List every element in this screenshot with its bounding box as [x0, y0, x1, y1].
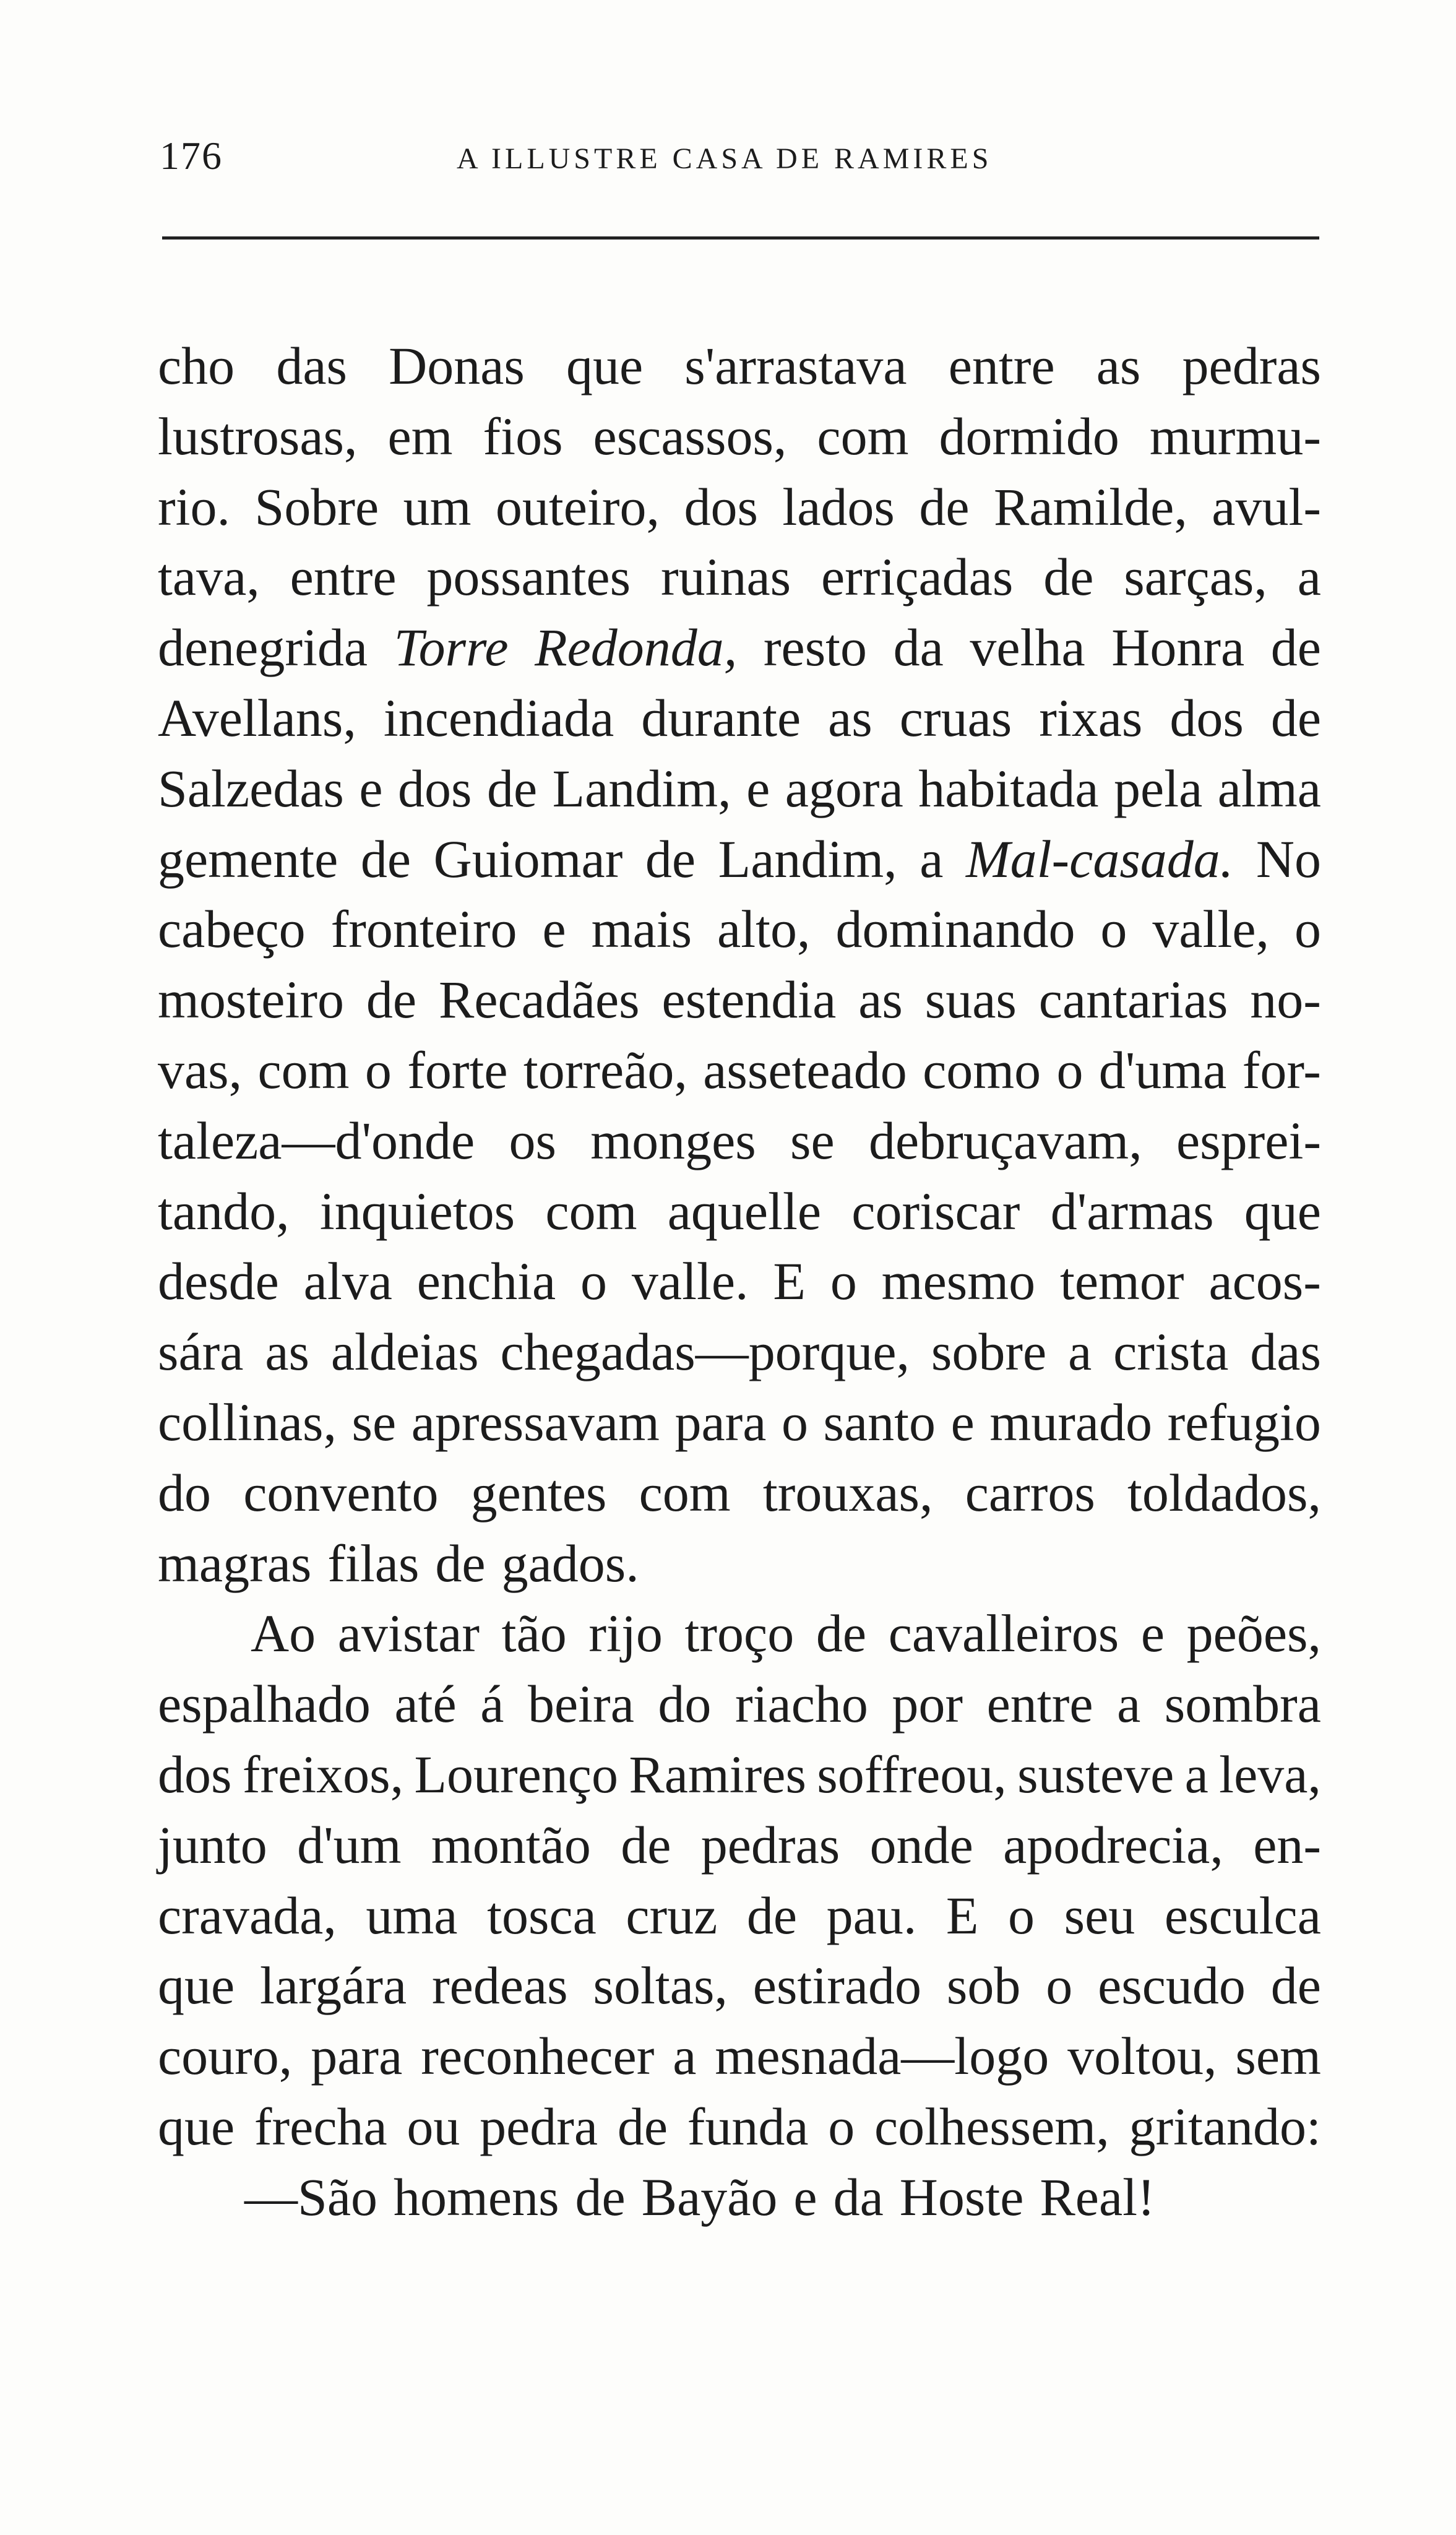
word: e: [950, 1392, 975, 1452]
word: o: [364, 1040, 392, 1100]
word: Real!: [1040, 2167, 1155, 2227]
word: lados: [782, 477, 895, 537]
text-line: [158, 2092, 1321, 2162]
running-head: [160, 133, 1320, 189]
word: de: [486, 758, 538, 818]
word: d'um: [297, 1815, 402, 1875]
text-line: [158, 754, 1321, 824]
word: apressavam: [411, 1392, 660, 1452]
word: do: [658, 1674, 712, 1734]
word: entre: [290, 547, 397, 607]
word: fios: [483, 406, 563, 466]
text-line: [158, 613, 1321, 683]
word: entre: [948, 336, 1055, 395]
word: dos: [1170, 688, 1244, 748]
word: a: [673, 2026, 697, 2086]
word: avistar: [337, 1604, 480, 1664]
word: Landim,: [552, 758, 731, 818]
word: valle.: [631, 1251, 749, 1311]
text-line: [158, 1317, 1321, 1388]
word: denegrida: [158, 618, 368, 678]
word: monges: [590, 1110, 756, 1170]
word: suas: [924, 970, 1017, 1030]
word: largára: [260, 1956, 407, 2016]
word: Ao: [251, 1604, 316, 1664]
word: Donas: [389, 336, 525, 395]
word: Mal-casada.: [966, 829, 1234, 889]
word: o: [828, 2096, 855, 2156]
word: incendiada: [383, 688, 614, 748]
word: estendia: [661, 970, 837, 1030]
word: o: [1100, 899, 1127, 959]
word: Recadães: [438, 970, 640, 1030]
word: resto: [763, 618, 868, 678]
word: fronteiro: [330, 899, 517, 959]
word: cho: [158, 336, 235, 395]
word: tão: [501, 1604, 567, 1664]
word: ruinas: [660, 547, 791, 607]
word: tosca: [487, 1885, 597, 1945]
word: torreão,: [523, 1040, 687, 1100]
word: Landim,: [718, 829, 897, 889]
word: dos: [398, 758, 472, 818]
page-number: 176: [160, 134, 223, 178]
word: montão: [431, 1815, 591, 1875]
word: reconhecer: [421, 2026, 655, 2086]
word: enchia: [416, 1251, 556, 1311]
word: temor: [1059, 1251, 1184, 1311]
word: sob: [946, 1956, 1021, 2016]
word: sobre: [931, 1322, 1047, 1382]
word: o: [1294, 899, 1321, 959]
word: coriscar: [851, 1181, 1020, 1241]
word: escudo: [1098, 1956, 1246, 2016]
word: o: [1046, 1956, 1073, 2016]
word: as: [828, 688, 872, 748]
word: de: [746, 1885, 798, 1945]
word: cruz: [626, 1885, 718, 1945]
word: de: [1270, 688, 1321, 748]
word: aldeias: [330, 1322, 479, 1382]
word: escassos,: [593, 406, 787, 466]
word: para: [311, 2026, 403, 2086]
word: inquietos: [319, 1181, 515, 1241]
word: Sobre: [254, 477, 379, 537]
word: dos: [684, 477, 758, 537]
word: vas,: [158, 1040, 243, 1100]
word: velha: [970, 618, 1085, 678]
word: dormido: [939, 406, 1119, 466]
word: de: [919, 477, 970, 537]
text-line: [158, 1810, 1321, 1881]
word: tava,: [158, 547, 260, 607]
word: estirado: [752, 1956, 922, 2016]
text-line: [158, 1881, 1321, 1951]
word: até: [394, 1674, 457, 1734]
word: e: [793, 2167, 817, 2227]
word: murado: [989, 1392, 1153, 1452]
word: cravada,: [158, 1885, 337, 1945]
word: Bayão: [641, 2167, 778, 2227]
word: santo: [823, 1392, 936, 1452]
word: alma: [1217, 758, 1321, 818]
word: esculca: [1164, 1885, 1321, 1945]
word: cavalleiros: [888, 1604, 1119, 1664]
word: se: [790, 1110, 835, 1170]
text-line: [158, 2021, 1321, 2092]
word: o: [830, 1251, 857, 1311]
word: soltas,: [593, 1956, 728, 2016]
word: couro,: [158, 2026, 293, 2086]
word: d'uma: [1098, 1040, 1227, 1100]
word: toldados,: [1127, 1462, 1321, 1522]
word: collinas,: [158, 1392, 337, 1452]
text-line: [158, 1599, 1321, 1669]
word: o: [580, 1251, 608, 1311]
word: gemente: [158, 829, 338, 889]
word: voltou,: [1067, 2026, 1217, 2086]
word: troço: [684, 1604, 795, 1664]
word: filas: [327, 1533, 420, 1593]
word: erriçadas: [821, 547, 1014, 607]
word: com: [257, 1040, 350, 1100]
word: taleza—d'onde: [158, 1110, 475, 1170]
word: debruçavam,: [868, 1110, 1142, 1170]
word: convento: [243, 1462, 439, 1522]
word: espalhado: [158, 1674, 371, 1734]
text-line: [158, 402, 1321, 472]
word: habitada: [918, 758, 1099, 818]
text-line: [158, 1177, 1321, 1247]
word: com: [639, 1462, 731, 1522]
word: leva,: [1219, 1744, 1321, 1804]
text-line: [158, 1529, 1321, 1599]
text-line: [158, 1035, 1321, 1106]
word: lustrosas,: [158, 406, 358, 466]
word: Honra: [1111, 618, 1245, 678]
word: um: [403, 477, 472, 537]
word: magras: [158, 1533, 312, 1593]
word: soffreou,: [817, 1744, 1007, 1804]
word: esprei-: [1176, 1110, 1321, 1170]
word: sarças,: [1124, 547, 1267, 607]
word: á: [480, 1674, 504, 1734]
word: Ramilde,: [993, 477, 1187, 537]
word: peões,: [1186, 1604, 1321, 1664]
word: e: [542, 899, 566, 959]
word: mesnada—logo: [715, 2026, 1049, 2086]
word: de: [1270, 1956, 1321, 2016]
text-line: [158, 331, 1321, 402]
word: refugio: [1167, 1392, 1321, 1452]
word: agora: [785, 758, 903, 818]
word: pedras: [700, 1815, 840, 1875]
word: que: [566, 336, 644, 395]
word: a: [1184, 1744, 1208, 1804]
word: pau.: [826, 1885, 917, 1945]
word: o: [1008, 1885, 1035, 1945]
word: mais: [591, 899, 692, 959]
text-line: [158, 683, 1321, 754]
word: o: [781, 1392, 808, 1452]
word: beira: [527, 1674, 634, 1734]
word: —São: [244, 2167, 377, 2227]
word: de: [621, 1815, 671, 1875]
word: de: [816, 1604, 867, 1664]
text-line: [158, 1951, 1321, 2021]
word: de: [1270, 618, 1321, 678]
text-line: [158, 542, 1321, 613]
word: as: [265, 1322, 309, 1382]
header-rule: [162, 236, 1319, 240]
word: avul-: [1212, 477, 1321, 537]
word: de: [617, 2096, 668, 2156]
word: junto: [158, 1815, 267, 1875]
word: para: [674, 1392, 767, 1452]
word: de: [645, 829, 696, 889]
word: gritando:: [1129, 2096, 1321, 2156]
word: forte: [407, 1040, 508, 1100]
word: gados.: [501, 1533, 639, 1593]
word: mesmo: [881, 1251, 1036, 1311]
word: rio.: [158, 477, 231, 537]
word: dos: [158, 1744, 232, 1804]
word: apodrecia,: [1003, 1815, 1223, 1875]
word: colhessem,: [874, 2096, 1109, 2156]
word: E: [773, 1251, 806, 1311]
running-title: A ILLUSTRE CASA DE RAMIRES: [457, 142, 993, 175]
word: Hoste: [899, 2167, 1024, 2227]
word: e: [746, 758, 770, 818]
word: alto,: [717, 899, 811, 959]
word: a: [1297, 547, 1321, 607]
word: por: [892, 1674, 963, 1734]
word: as: [1096, 336, 1141, 395]
word: os: [509, 1110, 556, 1170]
text-line: [158, 965, 1321, 1035]
word: tando,: [158, 1181, 290, 1241]
word: gentes: [470, 1462, 607, 1522]
word: de: [1043, 547, 1094, 607]
word: sára: [158, 1322, 244, 1382]
word: com: [545, 1181, 637, 1241]
word: Ramires: [629, 1744, 806, 1804]
word: as: [858, 970, 903, 1030]
word: cruas: [899, 688, 1012, 748]
word: o: [1056, 1040, 1083, 1100]
word: alva: [303, 1251, 392, 1311]
word: desde: [158, 1251, 279, 1311]
word: E: [946, 1885, 979, 1945]
word: entre: [986, 1674, 1093, 1734]
text-line: [158, 824, 1321, 895]
word: No: [1256, 829, 1321, 889]
word: chegadas—porque,: [500, 1322, 910, 1382]
word: pedra: [480, 2096, 598, 2156]
word: e: [359, 758, 383, 818]
word: crista: [1113, 1322, 1229, 1382]
word: que: [158, 1956, 235, 2016]
word: a: [1117, 1674, 1141, 1734]
word: sombra: [1164, 1674, 1321, 1734]
word: durante: [641, 688, 801, 748]
word: rixas: [1039, 688, 1143, 748]
word: funda: [687, 2096, 809, 2156]
word: acos-: [1208, 1251, 1321, 1311]
word: de: [366, 970, 417, 1030]
word: pela: [1114, 758, 1203, 818]
text-line: [158, 894, 1321, 965]
word: aquelle: [667, 1181, 822, 1241]
word: a: [1068, 1322, 1092, 1382]
text-line: [158, 2162, 1321, 2233]
word: seu: [1064, 1885, 1135, 1945]
word: dominando: [835, 899, 1075, 959]
word: en-: [1253, 1815, 1321, 1875]
word: de: [575, 2167, 626, 2227]
text-line: [158, 1388, 1321, 1458]
word: riacho: [734, 1674, 868, 1734]
word: susteve: [1017, 1744, 1174, 1804]
word: das: [276, 336, 347, 395]
word: de: [360, 829, 411, 889]
word: da: [893, 618, 944, 678]
word: a: [920, 829, 944, 889]
word: que: [158, 2096, 235, 2156]
text-line: [158, 1458, 1321, 1529]
word: redeas: [432, 1956, 568, 2016]
word: mosteiro: [158, 970, 344, 1030]
body-text: [158, 331, 1321, 2233]
word: s'arrastava: [684, 336, 907, 395]
word: trouxas,: [762, 1462, 933, 1522]
word: Salzedas: [158, 758, 344, 818]
word: da: [833, 2167, 884, 2227]
word: ou: [407, 2096, 460, 2156]
text-line: [158, 1740, 1321, 1810]
word: Guiomar: [433, 829, 623, 889]
word: que: [1244, 1181, 1321, 1241]
word: freixos,: [242, 1744, 404, 1804]
word: se: [351, 1392, 397, 1452]
text-line: [158, 1106, 1321, 1177]
word: for-: [1242, 1040, 1321, 1100]
word: Lourenço: [414, 1744, 618, 1804]
word: das: [1250, 1322, 1321, 1382]
word: sem: [1235, 2026, 1321, 2086]
word: onde: [869, 1815, 973, 1875]
word: cantarias: [1038, 970, 1228, 1030]
text-line: [158, 1669, 1321, 1740]
text-line: [158, 1246, 1321, 1317]
word: Redonda,: [535, 618, 738, 678]
word: possantes: [426, 547, 631, 607]
word: d'armas: [1050, 1181, 1214, 1241]
word: homens: [394, 2167, 559, 2227]
word: em: [387, 406, 453, 466]
text-line: [158, 472, 1321, 543]
word: asseteado: [703, 1040, 907, 1100]
word: rijo: [588, 1604, 663, 1664]
word: do: [158, 1462, 211, 1522]
word: valle,: [1152, 899, 1270, 959]
word: Avellans,: [158, 688, 356, 748]
word: Torre: [394, 618, 509, 678]
word: pedras: [1182, 336, 1321, 395]
word: no-: [1250, 970, 1321, 1030]
word: cabeço: [158, 899, 306, 959]
word: outeiro,: [495, 477, 660, 537]
word: carros: [965, 1462, 1095, 1522]
word: uma: [366, 1885, 458, 1945]
word: murmu-: [1149, 406, 1321, 466]
word: e: [1140, 1604, 1165, 1664]
word: de: [435, 1533, 486, 1593]
word: como: [923, 1040, 1041, 1100]
word: com: [817, 406, 909, 466]
word: frecha: [254, 2096, 387, 2156]
